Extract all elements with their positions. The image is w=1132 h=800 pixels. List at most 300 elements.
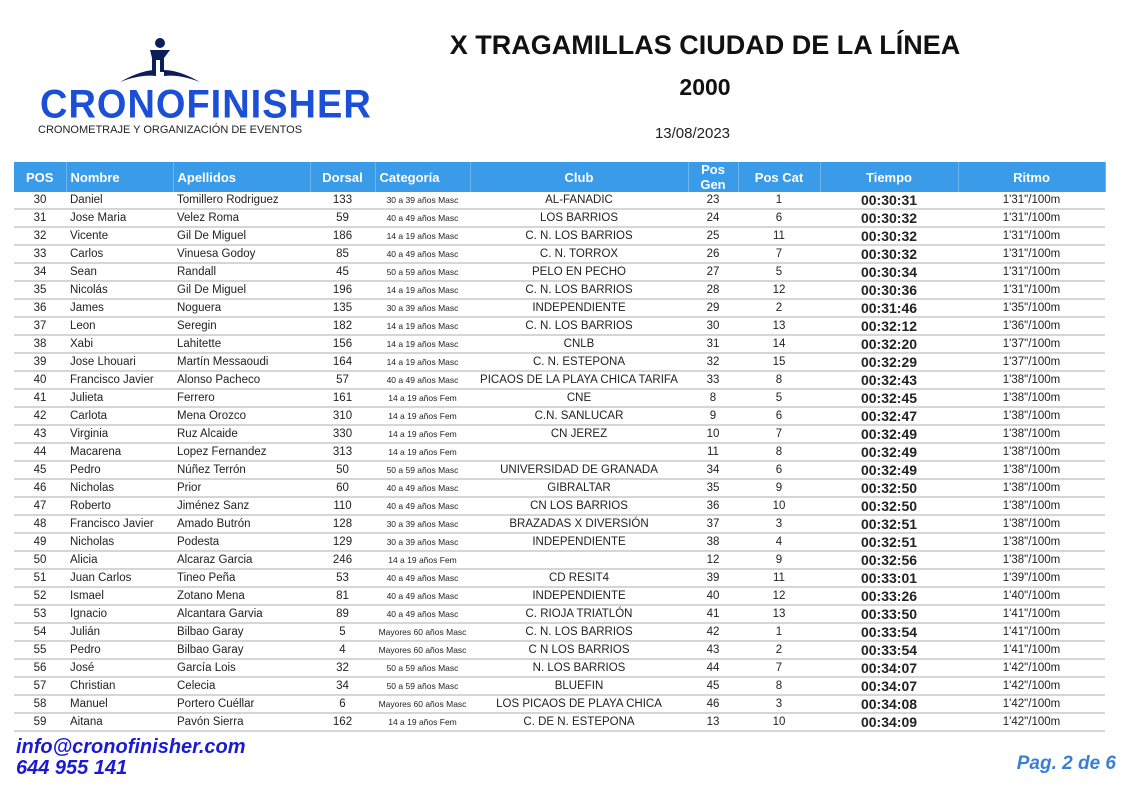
cell-pos-cat: 7	[738, 245, 820, 263]
cell-dorsal: 110	[310, 497, 375, 515]
table-row	[14, 695, 1105, 713]
cell-ritmo: 1'31"/100m	[958, 281, 1105, 299]
cell-dorsal: 186	[310, 227, 375, 245]
cell-pos: 32	[14, 227, 66, 245]
cell-tiempo: 00:34:07	[820, 659, 958, 677]
cell-categoria: 14 a 19 años Fem	[375, 425, 470, 443]
cell-categoria: 30 a 39 años Masc	[375, 515, 470, 533]
cell-pos-gen: 30	[688, 317, 738, 335]
cell-apellidos: Bilbao Garay	[173, 641, 310, 659]
cell-tiempo: 00:34:07	[820, 677, 958, 695]
contact-email[interactable]: info@cronofinisher.com	[16, 736, 246, 758]
cell-club: GIBRALTAR	[470, 479, 688, 497]
cell-ritmo: 1'31"/100m	[958, 263, 1105, 281]
cell-nombre: Carlos	[66, 245, 173, 263]
table-row	[14, 659, 1105, 677]
cell-pos-gen: 13	[688, 713, 738, 731]
event-distance: 2000	[679, 74, 731, 100]
column-header-categoria: Categoría	[375, 162, 470, 192]
cell-ritmo: 1'42"/100m	[958, 659, 1105, 677]
cell-pos-gen: 25	[688, 227, 738, 245]
cell-tiempo: 00:32:50	[820, 497, 958, 515]
cell-pos-cat: 5	[738, 263, 820, 281]
cell-categoria: 30 a 39 años Masc	[375, 533, 470, 551]
column-header-pos-gen: Pos Gen	[688, 162, 738, 192]
cell-pos-gen: 38	[688, 533, 738, 551]
cell-ritmo: 1'41"/100m	[958, 623, 1105, 641]
cell-categoria: 14 a 19 años Masc	[375, 317, 470, 335]
cell-tiempo: 00:30:34	[820, 263, 958, 281]
cell-nombre: Jose Maria	[66, 209, 173, 227]
cell-tiempo: 00:33:54	[820, 623, 958, 641]
cell-nombre: Leon	[66, 317, 173, 335]
cell-dorsal: 310	[310, 407, 375, 425]
cell-pos-cat: 6	[738, 407, 820, 425]
table-row	[14, 209, 1105, 227]
cell-categoria: 14 a 19 años Fem	[375, 389, 470, 407]
cell-categoria: 14 a 19 años Fem	[375, 407, 470, 425]
cell-pos-gen: 31	[688, 335, 738, 353]
cell-ritmo: 1'38"/100m	[958, 515, 1105, 533]
cell-pos-gen: 36	[688, 497, 738, 515]
cell-apellidos: Alcantara Garvia	[173, 605, 310, 623]
cell-categoria: 14 a 19 años Fem	[375, 443, 470, 461]
cell-nombre: Ignacio	[66, 605, 173, 623]
cell-pos-gen: 37	[688, 515, 738, 533]
cell-tiempo: 00:32:50	[820, 479, 958, 497]
logo-tagline: CRONOMETRAJE Y ORGANIZACIÓN DE EVENTOS	[38, 124, 303, 136]
table-row	[14, 317, 1105, 335]
cell-pos: 53	[14, 605, 66, 623]
table-row	[14, 389, 1105, 407]
cell-apellidos: Bilbao Garay	[173, 623, 310, 641]
cell-dorsal: 128	[310, 515, 375, 533]
table-row	[14, 587, 1105, 605]
cell-pos: 46	[14, 479, 66, 497]
table-row	[14, 515, 1105, 533]
cell-ritmo: 1'37"/100m	[958, 335, 1105, 353]
cell-pos-cat: 4	[738, 533, 820, 551]
cell-club: CN LOS BARRIOS	[470, 497, 688, 515]
cell-pos-cat: 13	[738, 605, 820, 623]
table-row	[14, 281, 1105, 299]
cell-pos-gen: 26	[688, 245, 738, 263]
cell-club: C. N. LOS BARRIOS	[470, 623, 688, 641]
cell-dorsal: 133	[310, 192, 375, 209]
cell-pos: 42	[14, 407, 66, 425]
cell-club: C. N. LOS BARRIOS	[470, 317, 688, 335]
cell-pos-cat: 15	[738, 353, 820, 371]
cell-tiempo: 00:30:31	[820, 192, 958, 209]
cell-nombre: Juan Carlos	[66, 569, 173, 587]
cell-pos-gen: 35	[688, 479, 738, 497]
cell-pos-cat: 2	[738, 641, 820, 659]
cell-ritmo: 1'38"/100m	[958, 479, 1105, 497]
column-header-dorsal: Dorsal	[310, 162, 375, 192]
cell-ritmo: 1'38"/100m	[958, 389, 1105, 407]
cell-pos: 44	[14, 443, 66, 461]
cell-ritmo: 1'38"/100m	[958, 551, 1105, 569]
cell-categoria: 14 a 19 años Masc	[375, 335, 470, 353]
cell-club: BRAZADAS X DIVERSIÓN	[470, 515, 688, 533]
cell-categoria: 50 a 59 años Masc	[375, 677, 470, 695]
cell-apellidos: Tomillero Rodriguez	[173, 192, 310, 209]
cell-pos-cat: 11	[738, 227, 820, 245]
cell-club: INDEPENDIENTE	[470, 299, 688, 317]
cell-ritmo: 1'31"/100m	[958, 227, 1105, 245]
cell-apellidos: Gil De Miguel	[173, 281, 310, 299]
cell-tiempo: 00:32:20	[820, 335, 958, 353]
cell-pos: 37	[14, 317, 66, 335]
cell-pos: 52	[14, 587, 66, 605]
cell-apellidos: Celecia	[173, 677, 310, 695]
cell-pos-cat: 9	[738, 551, 820, 569]
cell-tiempo: 00:33:26	[820, 587, 958, 605]
cell-categoria: 14 a 19 años Masc	[375, 353, 470, 371]
cell-dorsal: 313	[310, 443, 375, 461]
cell-categoria: 40 a 49 años Masc	[375, 209, 470, 227]
cell-apellidos: García Lois	[173, 659, 310, 677]
cell-pos: 58	[14, 695, 66, 713]
cell-tiempo: 00:30:32	[820, 209, 958, 227]
cell-club: INDEPENDIENTE	[470, 533, 688, 551]
table-header	[14, 162, 1105, 192]
cell-pos: 50	[14, 551, 66, 569]
cell-nombre: Roberto	[66, 497, 173, 515]
table-row	[14, 443, 1105, 461]
cell-ritmo: 1'31"/100m	[958, 192, 1105, 209]
cell-pos-cat: 14	[738, 335, 820, 353]
cell-dorsal: 85	[310, 245, 375, 263]
cell-pos-cat: 10	[738, 497, 820, 515]
cell-categoria: 40 a 49 años Masc	[375, 371, 470, 389]
table-row	[14, 479, 1105, 497]
cell-dorsal: 246	[310, 551, 375, 569]
cell-tiempo: 00:30:32	[820, 227, 958, 245]
cell-tiempo: 00:32:29	[820, 353, 958, 371]
table-row	[14, 533, 1105, 551]
cell-ritmo: 1'41"/100m	[958, 641, 1105, 659]
cell-categoria: 40 a 49 años Masc	[375, 497, 470, 515]
cell-nombre: Jose Lhouari	[66, 353, 173, 371]
cell-tiempo: 00:32:49	[820, 443, 958, 461]
cell-pos-cat: 12	[738, 587, 820, 605]
cell-nombre: Nicholas	[66, 479, 173, 497]
cell-pos: 47	[14, 497, 66, 515]
cell-apellidos: Prior	[173, 479, 310, 497]
cell-dorsal: 60	[310, 479, 375, 497]
cell-pos: 30	[14, 192, 66, 209]
cell-pos: 40	[14, 371, 66, 389]
cell-club: C. N. LOS BARRIOS	[470, 281, 688, 299]
cell-dorsal: 89	[310, 605, 375, 623]
cell-nombre: Nicholas	[66, 533, 173, 551]
cell-club: CNE	[470, 389, 688, 407]
cell-ritmo: 1'38"/100m	[958, 425, 1105, 443]
page-number: Pag. 2 de 6	[1016, 753, 1116, 774]
cell-pos: 31	[14, 209, 66, 227]
cell-tiempo: 00:32:49	[820, 461, 958, 479]
column-header-pos: POS	[14, 162, 66, 192]
cell-pos: 45	[14, 461, 66, 479]
cell-pos: 56	[14, 659, 66, 677]
cell-club: C. N. ESTEPONA	[470, 353, 688, 371]
cell-ritmo: 1'31"/100m	[958, 245, 1105, 263]
cell-nombre: Francisco Javier	[66, 515, 173, 533]
cell-pos-gen: 46	[688, 695, 738, 713]
cell-categoria: Mayores 60 años Masc	[375, 641, 470, 659]
column-header-tiempo: Tiempo	[820, 162, 958, 192]
cell-pos: 34	[14, 263, 66, 281]
cell-apellidos: Seregin	[173, 317, 310, 335]
event-title: X TRAGAMILLAS CIUDAD DE LA LÍNEA	[449, 30, 961, 60]
table-row	[14, 425, 1105, 443]
cell-ritmo: 1'38"/100m	[958, 497, 1105, 515]
cell-categoria: Mayores 60 años Masc	[375, 695, 470, 713]
column-header-ritmo: Ritmo	[958, 162, 1105, 192]
table-row	[14, 497, 1105, 515]
cell-nombre: Pedro	[66, 461, 173, 479]
cell-pos: 39	[14, 353, 66, 371]
cell-pos-gen: 27	[688, 263, 738, 281]
cell-club	[470, 443, 688, 461]
table-row	[14, 371, 1105, 389]
cell-pos-gen: 10	[688, 425, 738, 443]
cell-pos: 33	[14, 245, 66, 263]
table-row	[14, 353, 1105, 371]
cell-pos-cat: 6	[738, 209, 820, 227]
cell-pos: 48	[14, 515, 66, 533]
cell-pos-cat: 8	[738, 443, 820, 461]
cell-categoria: 50 a 59 años Masc	[375, 461, 470, 479]
contact-phone: 644 955 141	[16, 757, 128, 779]
cell-ritmo: 1'42"/100m	[958, 713, 1105, 731]
cell-nombre: Aitana	[66, 713, 173, 731]
cell-apellidos: Vinuesa Godoy	[173, 245, 310, 263]
cell-categoria: 14 a 19 años Fem	[375, 551, 470, 569]
table-row	[14, 227, 1105, 245]
table-row	[14, 713, 1105, 731]
cell-pos: 41	[14, 389, 66, 407]
cell-apellidos: Ruz Alcaide	[173, 425, 310, 443]
table-row	[14, 569, 1105, 587]
cell-dorsal: 5	[310, 623, 375, 641]
cell-dorsal: 162	[310, 713, 375, 731]
table-row	[14, 192, 1105, 209]
cell-pos-gen: 29	[688, 299, 738, 317]
cell-nombre: Pedro	[66, 641, 173, 659]
cell-tiempo: 00:32:56	[820, 551, 958, 569]
cell-categoria: 30 a 39 años Masc	[375, 192, 470, 209]
table-row	[14, 263, 1105, 281]
cell-ritmo: 1'41"/100m	[958, 605, 1105, 623]
cell-club: UNIVERSIDAD DE GRANADA	[470, 461, 688, 479]
cell-pos-cat: 8	[738, 371, 820, 389]
table-row	[14, 623, 1105, 641]
cell-pos: 38	[14, 335, 66, 353]
cell-pos-cat: 3	[738, 515, 820, 533]
table-row	[14, 461, 1105, 479]
cell-club: CD RESIT4	[470, 569, 688, 587]
cell-tiempo: 00:30:36	[820, 281, 958, 299]
cell-tiempo: 00:33:50	[820, 605, 958, 623]
cell-pos-gen: 44	[688, 659, 738, 677]
cell-nombre: Julieta	[66, 389, 173, 407]
cell-tiempo: 00:32:51	[820, 515, 958, 533]
table-row	[14, 605, 1105, 623]
cell-pos-cat: 1	[738, 623, 820, 641]
cell-tiempo: 00:32:51	[820, 533, 958, 551]
cell-ritmo: 1'38"/100m	[958, 407, 1105, 425]
cell-pos-cat: 6	[738, 461, 820, 479]
cell-apellidos: Alonso Pacheco	[173, 371, 310, 389]
cell-club: C. N. TORROX	[470, 245, 688, 263]
cell-club: C N LOS BARRIOS	[470, 641, 688, 659]
cell-tiempo: 00:32:12	[820, 317, 958, 335]
cell-pos-gen: 45	[688, 677, 738, 695]
cell-pos-cat: 12	[738, 281, 820, 299]
cell-pos-cat: 13	[738, 317, 820, 335]
column-header-pos-cat: Pos Cat	[738, 162, 820, 192]
cell-nombre: Julián	[66, 623, 173, 641]
cell-tiempo: 00:33:01	[820, 569, 958, 587]
cell-dorsal: 161	[310, 389, 375, 407]
column-header-nombre: Nombre	[66, 162, 173, 192]
cell-dorsal: 330	[310, 425, 375, 443]
cell-pos-gen: 42	[688, 623, 738, 641]
cell-apellidos: Podesta	[173, 533, 310, 551]
table-row	[14, 407, 1105, 425]
cell-dorsal: 32	[310, 659, 375, 677]
cell-apellidos: Amado Butrón	[173, 515, 310, 533]
cell-categoria: 40 a 49 años Masc	[375, 479, 470, 497]
cell-ritmo: 1'38"/100m	[958, 371, 1105, 389]
cell-dorsal: 57	[310, 371, 375, 389]
cell-nombre: James	[66, 299, 173, 317]
cell-club: C.N. SANLUCAR	[470, 407, 688, 425]
cell-ritmo: 1'37"/100m	[958, 353, 1105, 371]
cell-pos-gen: 12	[688, 551, 738, 569]
cell-pos: 51	[14, 569, 66, 587]
cell-pos-gen: 40	[688, 587, 738, 605]
cell-nombre: Manuel	[66, 695, 173, 713]
cell-club: C. N. LOS BARRIOS	[470, 227, 688, 245]
cell-pos-cat: 11	[738, 569, 820, 587]
cell-nombre: Sean	[66, 263, 173, 281]
cell-categoria: 40 a 49 años Masc	[375, 569, 470, 587]
cell-dorsal: 34	[310, 677, 375, 695]
table-row	[14, 335, 1105, 353]
cell-pos: 55	[14, 641, 66, 659]
cell-pos-cat: 10	[738, 713, 820, 731]
cell-pos-gen: 34	[688, 461, 738, 479]
cell-club: BLUEFIN	[470, 677, 688, 695]
cell-dorsal: 6	[310, 695, 375, 713]
cell-ritmo: 1'39"/100m	[958, 569, 1105, 587]
cell-nombre: Daniel	[66, 192, 173, 209]
cell-apellidos: Tineo Peña	[173, 569, 310, 587]
cell-club: CN JEREZ	[470, 425, 688, 443]
cell-club: LOS BARRIOS	[470, 209, 688, 227]
logo-brand: CRONOFINISHER	[40, 82, 372, 128]
cell-dorsal: 53	[310, 569, 375, 587]
cell-club: PICAOS DE LA PLAYA CHICA TARIFA	[470, 371, 688, 389]
cell-categoria: 14 a 19 años Masc	[375, 281, 470, 299]
cell-club: PELO EN PECHO	[470, 263, 688, 281]
cell-pos-cat: 7	[738, 659, 820, 677]
cell-pos: 49	[14, 533, 66, 551]
cell-tiempo: 00:34:08	[820, 695, 958, 713]
cell-club: INDEPENDIENTE	[470, 587, 688, 605]
cell-dorsal: 135	[310, 299, 375, 317]
cell-ritmo: 1'31"/100m	[958, 209, 1105, 227]
table-row	[14, 677, 1105, 695]
cell-categoria: 14 a 19 años Masc	[375, 227, 470, 245]
cell-apellidos: Mena Orozco	[173, 407, 310, 425]
cell-club: C. DE N. ESTEPONA	[470, 713, 688, 731]
cell-ritmo: 1'36"/100m	[958, 317, 1105, 335]
cell-dorsal: 182	[310, 317, 375, 335]
contact-info	[16, 737, 246, 779]
cell-tiempo: 00:32:49	[820, 425, 958, 443]
cell-nombre: Xabi	[66, 335, 173, 353]
table-row	[14, 551, 1105, 569]
cell-ritmo: 1'35"/100m	[958, 299, 1105, 317]
cell-ritmo: 1'38"/100m	[958, 533, 1105, 551]
cell-ritmo: 1'38"/100m	[958, 443, 1105, 461]
cell-pos: 59	[14, 713, 66, 731]
cell-tiempo: 00:32:47	[820, 407, 958, 425]
cell-dorsal: 156	[310, 335, 375, 353]
cell-club: AL-FANADIC	[470, 192, 688, 209]
cell-apellidos: Zotano Mena	[173, 587, 310, 605]
cell-apellidos: Portero Cuéllar	[173, 695, 310, 713]
cell-tiempo: 00:32:45	[820, 389, 958, 407]
cell-dorsal: 81	[310, 587, 375, 605]
cell-dorsal: 129	[310, 533, 375, 551]
cell-pos-gen: 33	[688, 371, 738, 389]
cell-pos-gen: 9	[688, 407, 738, 425]
cell-dorsal: 164	[310, 353, 375, 371]
cell-apellidos: Lopez Fernandez	[173, 443, 310, 461]
cell-apellidos: Gil De Miguel	[173, 227, 310, 245]
cell-categoria: 40 a 49 años Masc	[375, 605, 470, 623]
results-table	[14, 162, 1106, 732]
cell-pos-gen: 28	[688, 281, 738, 299]
cell-pos-cat: 8	[738, 677, 820, 695]
cell-pos-gen: 43	[688, 641, 738, 659]
cell-categoria: 30 a 39 años Masc	[375, 299, 470, 317]
cell-pos-gen: 24	[688, 209, 738, 227]
column-header-club: Club	[470, 162, 688, 192]
cell-apellidos: Lahitette	[173, 335, 310, 353]
cell-nombre: Francisco Javier	[66, 371, 173, 389]
cell-club: N. LOS BARRIOS	[470, 659, 688, 677]
cell-nombre: Christian	[66, 677, 173, 695]
column-header-apellidos: Apellidos	[173, 162, 310, 192]
cell-club	[470, 551, 688, 569]
cell-dorsal: 196	[310, 281, 375, 299]
cell-categoria: 50 a 59 años Masc	[375, 263, 470, 281]
cell-nombre: Alicia	[66, 551, 173, 569]
cell-pos-gen: 11	[688, 443, 738, 461]
cell-tiempo: 00:31:46	[820, 299, 958, 317]
cell-apellidos: Velez Roma	[173, 209, 310, 227]
cell-dorsal: 45	[310, 263, 375, 281]
table-row	[14, 641, 1105, 659]
cell-tiempo: 00:32:43	[820, 371, 958, 389]
cell-nombre: Vicente	[66, 227, 173, 245]
